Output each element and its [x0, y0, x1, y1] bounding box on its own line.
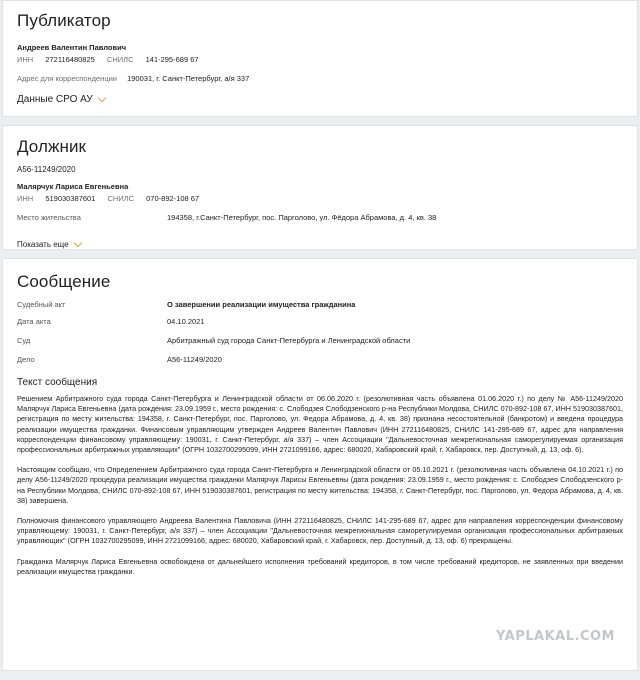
publisher-snils-label: СНИЛС — [106, 55, 134, 64]
debtor-case-number: А56-11249/2020 — [17, 165, 76, 174]
chevron-down-icon — [73, 239, 81, 247]
field-label: Дело — [17, 355, 35, 364]
field-value: А56-11249/2020 — [167, 355, 222, 364]
message-paragraph: Решением Арбитражного суда города Санкт-Петербурга и Ленинградской области от 06.06.2020 г. (резолютивная часть объявлена 01.06.2020 г.) по делу № А56-11249/2020 Малярчук Лариса Евгеньевна (дата рождения: 23.09.1959 г., место рождения: с. Слободзея Слободзенского р-на Республики Молдова, СНИЛС 070-892-108 67, ИНН 519030387601, регистрация по месту жительства: 194358, г. Санкт-Петербург, пос. Парголово, ул. Федора Абрамова, д. 4, кв. 38) признана несостоятельной (банкротом) и введена процедура реализации имущества гражданки. Финансовым управляющим утвержден Андреев Валентин Павлович (ИНН 272116480825, СНИЛС 141-295-689 67, адрес для направления корреспонденции финансовому управляющему: 190031, г. Санкт-Петербург, а/я 337) – член Ассоциации "Дальневосточная межрегиональная саморегулируемая организация профессиональных арбитражных управляющих" (ОГРН 1032700295099, ИНН 2721099166, адрес: 680020, Хабаровский край, г. Хабаровск, пер. Доступный, д. 13, оф. 6). — [17, 394, 623, 455]
publisher-snils: 141-295-689 67 — [145, 55, 199, 64]
debtor-name: Малярчук Лариса Евгеньевна — [17, 182, 129, 191]
field-label: Дата акта — [17, 317, 51, 326]
debtor-snils: 070-892-108 67 — [146, 194, 200, 203]
publisher-card — [2, 0, 638, 117]
publisher-inn: 272116480825 — [45, 55, 95, 64]
field-row — [17, 317, 623, 326]
field-value: Арбитражный суд города Санкт-Петербурга и Ленинградской области — [167, 336, 411, 345]
debtor-residence-row — [17, 213, 623, 222]
field-row — [17, 336, 623, 345]
publisher-name: Андреев Валентин Павлович — [17, 43, 127, 52]
field-label: Суд — [17, 336, 31, 345]
show-more-label: Показать еще — [17, 240, 69, 249]
debtor-card — [2, 125, 638, 250]
show-more-toggle[interactable] — [17, 240, 81, 249]
chevron-down-icon — [97, 94, 105, 102]
publisher-address: 190031, г. Санкт-Петербург, а/я 337 — [127, 74, 250, 83]
message-title: Сообщение — [17, 272, 111, 291]
field-row — [17, 300, 623, 309]
field-value: О завершении реализации имущества гражданина — [167, 300, 356, 309]
debtor-inn: 519030387601 — [45, 194, 96, 203]
message-paragraph: Гражданка Малярчук Лариса Евгеньевна освобождена от дальнейшего исполнения требований кредиторов, в том числе требований кредиторов, не заявленных при введении реализации имущества гражданки. — [17, 556, 623, 576]
debtor-snils-label: СНИЛС — [107, 194, 135, 203]
sro-toggle[interactable] — [17, 94, 105, 105]
watermark: YAPLAKAL.COM — [496, 629, 615, 644]
message-card — [2, 258, 638, 671]
publisher-address-row — [17, 74, 623, 83]
publisher-address-label: Адрес для корреспонденции — [17, 74, 117, 83]
field-value: 04.10.2021 — [167, 317, 205, 326]
sro-toggle-label: Данные СРО АУ — [17, 94, 93, 105]
message-text-title: Текст сообщения — [17, 377, 98, 388]
field-label: Судебный акт — [17, 300, 66, 309]
publisher-ids — [17, 55, 623, 64]
debtor-title: Должник — [17, 137, 87, 156]
debtor-residence-label: Место жительства — [17, 213, 81, 222]
field-row — [17, 355, 623, 364]
message-paragraph: Полномочия финансового управляющего Андреева Валентина Павловича (ИНН 272116480825, СНИЛС 141-295-689 67, адрес для направления корреспонденции финансовому управляющему: 190031, г. Санкт-Петербург, а/я 337) – член Ассоциации "Дальневосточная межрегиональная саморегулируемая организация профессиональных арбитражных управляющих" (ОГРН 1032700295099, ИНН 2721099166, адрес: 680020, Хабаровский край, г. Хабаровск, пер. Доступный, д. 13, оф. 6) прекращены. — [17, 516, 623, 546]
debtor-inn-label: ИНН — [17, 194, 34, 203]
debtor-residence: 194358, г.Санкт-Петербург, пос. Парголово, ул. Фёдора Абрамова, д. 4, кв. 38 — [167, 213, 437, 222]
message-paragraph: Настоящим сообщаю, что Определением Арбитражного суда города Санкт-Петербурга и Ленинградской области от 05.10.2021 г. (резолютивная часть объявлена 04.10.2021 г.) по делу А56-11249/2020 процедура реализации имущества гражданки Малярчук Ларисы Евгеньевны (дата рождения: 23.09.1959 г., место рождения: с. Слободзея Слободзенского р-на Республики Молдова, СНИЛС 070-892-108 67, ИНН 519030387601, регистрация по месту жительства: 194358, г. Санкт-Петербург, пос. Парголово, ул. Федора Абрамова, д. 4, кв. 38) завершена. — [17, 465, 623, 505]
publisher-inn-label: ИНН — [17, 55, 34, 64]
publisher-title: Публикатор — [17, 11, 111, 30]
debtor-ids — [17, 194, 623, 203]
